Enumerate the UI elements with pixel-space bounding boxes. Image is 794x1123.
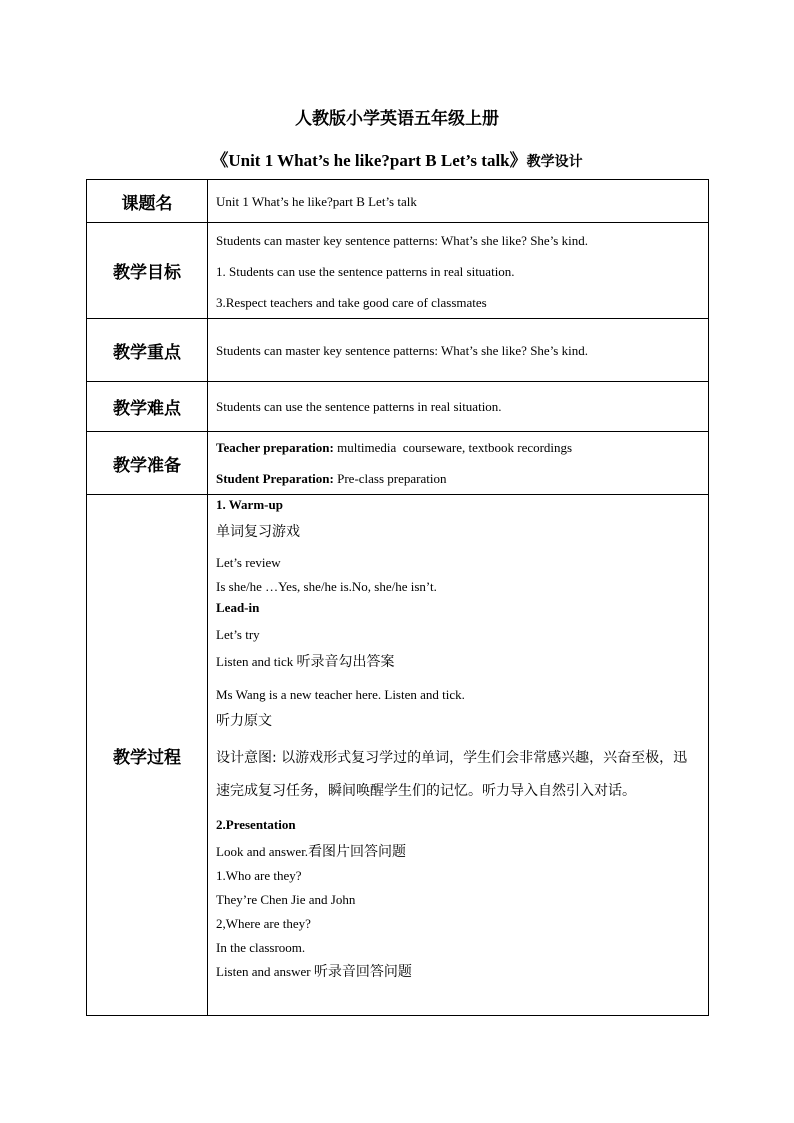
look-answer-cn: 看图片回答问题	[308, 844, 407, 860]
warmup-game: 单词复习游戏	[216, 524, 300, 540]
teacher-preparation-label: Teacher preparation:	[216, 440, 334, 455]
lets-try: Let’s try	[216, 627, 260, 642]
label-goals: 教学目标	[87, 223, 208, 319]
difficult-points-text: Students can use the sentence patterns in real situation.	[216, 399, 502, 414]
lesson-title-cn: 教学设计	[526, 154, 583, 170]
question-2: 2,Where are they?	[216, 916, 311, 931]
cell-preparation	[208, 432, 709, 495]
answer-2: In the classroom.	[216, 940, 306, 955]
topic-text: Unit 1 What’s he like?part B Let’s talk	[216, 193, 417, 209]
listen-tick-en: Listen and tick	[216, 654, 294, 669]
is-she-he-pattern: Is she/he …Yes, she/he is.No, she/he isn’t.	[216, 579, 437, 594]
transcript-label: 听力原文	[216, 713, 272, 729]
question-1: 1.Who are they?	[216, 868, 302, 883]
label-process: 教学过程	[87, 495, 208, 1016]
listen-tick-cn: 听录音勾出答案	[296, 654, 395, 670]
table-row-preparation	[87, 432, 709, 495]
label-topic: 课题名	[87, 180, 208, 223]
listen-answer-en: Listen and answer	[216, 964, 311, 979]
design-intent: 设计意图: 以游戏形式复习学过的单词，学生们会非常感兴趣，兴奋至极，迅速完成复习任务，瞬间唤醒学生们的记忆。听力导入自然引入对话。	[216, 750, 688, 799]
goal-line-3: 3.Respect teachers and take good care of classmates	[216, 295, 487, 310]
label-difficult-points: 教学难点	[87, 382, 208, 432]
student-preparation	[216, 463, 700, 494]
warmup-heading: 1. Warm-up	[216, 497, 283, 512]
student-preparation-label: Student Preparation:	[216, 471, 334, 486]
cell-goals	[208, 223, 709, 319]
listen-answer-line	[216, 960, 700, 984]
table-row-process	[87, 495, 709, 1016]
listen-tick-line	[216, 648, 700, 676]
key-points-text: Students can master key sentence patterns: What’s she like? She’s kind.	[216, 342, 588, 358]
label-preparation: 教学准备	[87, 432, 208, 495]
student-preparation-text: Pre-class preparation	[337, 471, 447, 486]
presentation-heading: 2.Presentation	[216, 817, 296, 832]
table-row-difficult-points	[87, 382, 709, 432]
cell-process	[208, 495, 709, 1016]
cell-topic	[208, 180, 709, 223]
look-answer-line	[216, 840, 700, 864]
teacher-preparation	[216, 432, 700, 463]
cell-key-points	[208, 319, 709, 382]
teacher-preparation-text: multimedia courseware, textbook recordings	[337, 440, 573, 455]
lesson-plan-table	[86, 179, 709, 1016]
lets-review: Let’s review	[216, 555, 281, 570]
document-title: 人教版小学英语五年级上册	[295, 109, 499, 129]
listen-answer-cn: 听录音回答问题	[313, 964, 412, 980]
lesson-title	[0, 146, 794, 171]
cell-difficult-points	[208, 382, 709, 432]
look-answer-en: Look and answer.	[216, 844, 309, 859]
goal-line-2: 1. Students can use the sentence patterns in real situation.	[216, 264, 515, 279]
lesson-title-en: 《Unit 1 What’s he like?part B Let’s talk》	[211, 151, 527, 170]
leadin-heading: Lead-in	[216, 600, 260, 615]
table-row-key-points	[87, 319, 709, 382]
table-row-goals	[87, 223, 709, 319]
ms-wang-line: Ms Wang is a new teacher here. Listen and tick.	[216, 687, 465, 702]
answer-1: They’re Chen Jie and John	[216, 892, 356, 907]
label-key-points: 教学重点	[87, 319, 208, 382]
goal-line-1: Students can master key sentence patterns: What’s she like? She’s kind.	[216, 233, 588, 248]
table-row-topic	[87, 180, 709, 223]
